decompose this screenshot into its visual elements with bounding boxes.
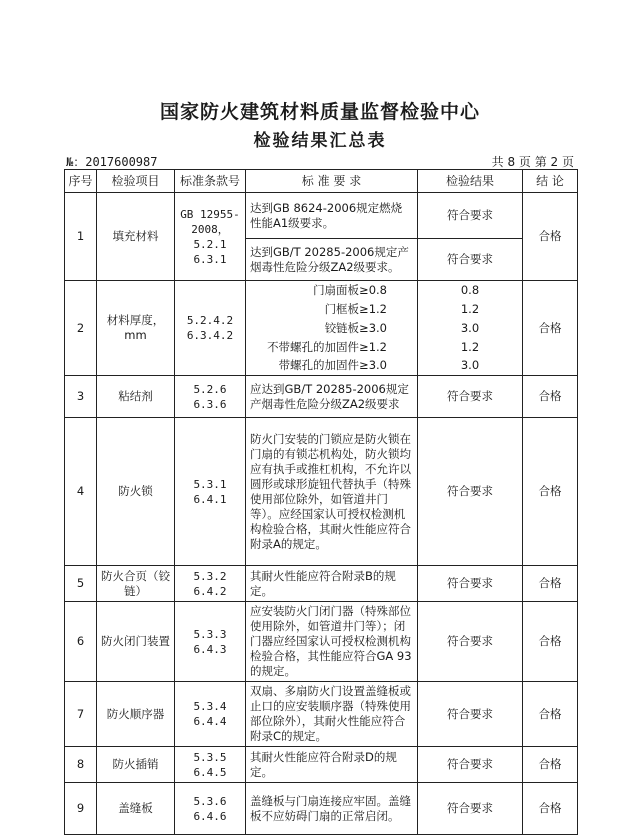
row-result: 符合要求: [418, 566, 523, 602]
row-result: 0.8: [418, 281, 523, 300]
table-header-row: [65, 170, 578, 193]
row-no: 5: [65, 566, 97, 602]
col-header-result: 检验结果: [418, 170, 523, 193]
results-table: [64, 169, 578, 835]
row-result: 1.2: [418, 300, 523, 319]
row-requirement: 门扇面板≥0.8: [246, 281, 418, 300]
row-requirement: 达到GB/T 20285-2006规定产烟毒性危险分级ZA2级要求。: [246, 239, 418, 281]
page-info: 共 8 页 第 2 页: [491, 155, 574, 169]
row-requirement: 带螺孔的加固件≥3.0: [246, 357, 418, 376]
row-clause: 5.2.4.2 6.3.4.2: [175, 281, 246, 376]
row-conclusion: 合格: [523, 566, 578, 602]
row-no: 4: [65, 418, 97, 566]
row-item: 防火锁: [97, 418, 175, 566]
table-row: [65, 418, 578, 566]
row-result: 符合要求: [418, 376, 523, 418]
table-row: [65, 747, 578, 783]
row-result: 1.2: [418, 338, 523, 357]
row-clause: GB 12955-2008，5.2.1 6.3.1: [175, 193, 246, 281]
row-conclusion: 合格: [523, 281, 578, 376]
table-row: [65, 682, 578, 747]
row-result: 符合要求: [418, 193, 523, 239]
table-row: [65, 602, 578, 682]
row-no: 9: [65, 783, 97, 835]
row-no: 1: [65, 193, 97, 281]
row-requirement: 防火门安装的门锁应是防火锁在门扇的有锁芯机构处，防火锁均应有执手或推杠机构，不允许以圆形或球形旋钮代替执手（特殊使用部位除外，如管道井门等）。应经国家认可授权检测机构检验合格，其耐火性能应符合附录A的规定。: [246, 418, 418, 566]
row-result: 符合要求: [418, 239, 523, 281]
col-header-requirement: 标 准 要 求: [246, 170, 418, 193]
document-subtitle: 检验结果汇总表: [253, 131, 387, 151]
row-item: 防火合页（铰链）: [97, 566, 175, 602]
row-requirement: 门框板≥1.2: [246, 300, 418, 319]
row-clause: 5.3.2 6.4.2: [175, 566, 246, 602]
row-conclusion: 合格: [523, 602, 578, 682]
row-result: 符合要求: [418, 682, 523, 747]
col-header-conclusion: 结 论: [523, 170, 578, 193]
row-item: 防火顺序器: [97, 682, 175, 747]
table-row: [65, 281, 578, 300]
document-title: 国家防火建筑材料质量监督检验中心: [159, 101, 480, 123]
row-requirement: 双扇、多扇防火门设置盖缝板或止口的应安装顺序器（特殊使用部位除外），其耐火性能应符合附录C的规定。: [246, 682, 418, 747]
row-item: 粘结剂: [97, 376, 175, 418]
row-requirement: 应达到GB/T 20285-2006规定产烟毒性危险分级ZA2级要求: [246, 376, 418, 418]
row-no: 8: [65, 747, 97, 783]
row-result: 符合要求: [418, 418, 523, 566]
row-conclusion: 合格: [523, 376, 578, 418]
row-conclusion: 合格: [523, 747, 578, 783]
row-clause: 5.3.5 6.4.5: [175, 747, 246, 783]
row-requirement: 铰链板≥3.0: [246, 319, 418, 338]
row-conclusion: 合格: [523, 418, 578, 566]
row-result: 3.0: [418, 357, 523, 376]
row-item: 填充材料: [97, 193, 175, 281]
row-requirement: 盖缝板与门扇连接应牢固。盖缝板不应妨碍门扇的正常启闭。: [246, 783, 418, 835]
row-item: 材料厚度，mm: [97, 281, 175, 376]
row-conclusion: 合格: [523, 783, 578, 835]
col-header-item: 检验项目: [97, 170, 175, 193]
row-item: 防火闭门装置: [97, 602, 175, 682]
report-number: №：2017600987: [66, 155, 158, 169]
row-clause: 5.2.6 6.3.6: [175, 376, 246, 418]
row-requirement: 不带螺孔的加固件≥1.2: [246, 338, 418, 357]
row-clause: 5.3.6 6.4.6: [175, 783, 246, 835]
row-requirement: 应安装防火门闭门器（特殊部位使用除外，如管道井门等）；闭门器应经国家认可授权检测机构检验合格，其性能应符合GA 93的规定。: [246, 602, 418, 682]
col-header-clause: 标准条款号: [175, 170, 246, 193]
row-item: 盖缝板: [97, 783, 175, 835]
row-clause: 5.3.3 6.4.3: [175, 602, 246, 682]
row-result: 符合要求: [418, 602, 523, 682]
table-row: [65, 566, 578, 602]
row-clause: 5.3.1 6.4.1: [175, 418, 246, 566]
row-result: 符合要求: [418, 747, 523, 783]
row-requirement: 其耐火性能应符合附录B的规定。: [246, 566, 418, 602]
row-conclusion: 合格: [523, 193, 578, 281]
row-item: 防火插销: [97, 747, 175, 783]
row-requirement: 达到GB 8624-2006规定燃烧性能A1级要求。: [246, 193, 418, 239]
row-no: 3: [65, 376, 97, 418]
row-no: 7: [65, 682, 97, 747]
table-row: [65, 193, 578, 239]
row-no: 6: [65, 602, 97, 682]
row-clause: 5.3.4 6.4.4: [175, 682, 246, 747]
col-header-no: 序号: [65, 170, 97, 193]
row-conclusion: 合格: [523, 682, 578, 747]
table-row: [65, 783, 578, 835]
row-requirement: 其耐火性能应符合附录D的规定。: [246, 747, 418, 783]
table-row: [65, 376, 578, 418]
row-no: 2: [65, 281, 97, 376]
row-result: 符合要求: [418, 783, 523, 835]
row-result: 3.0: [418, 319, 523, 338]
